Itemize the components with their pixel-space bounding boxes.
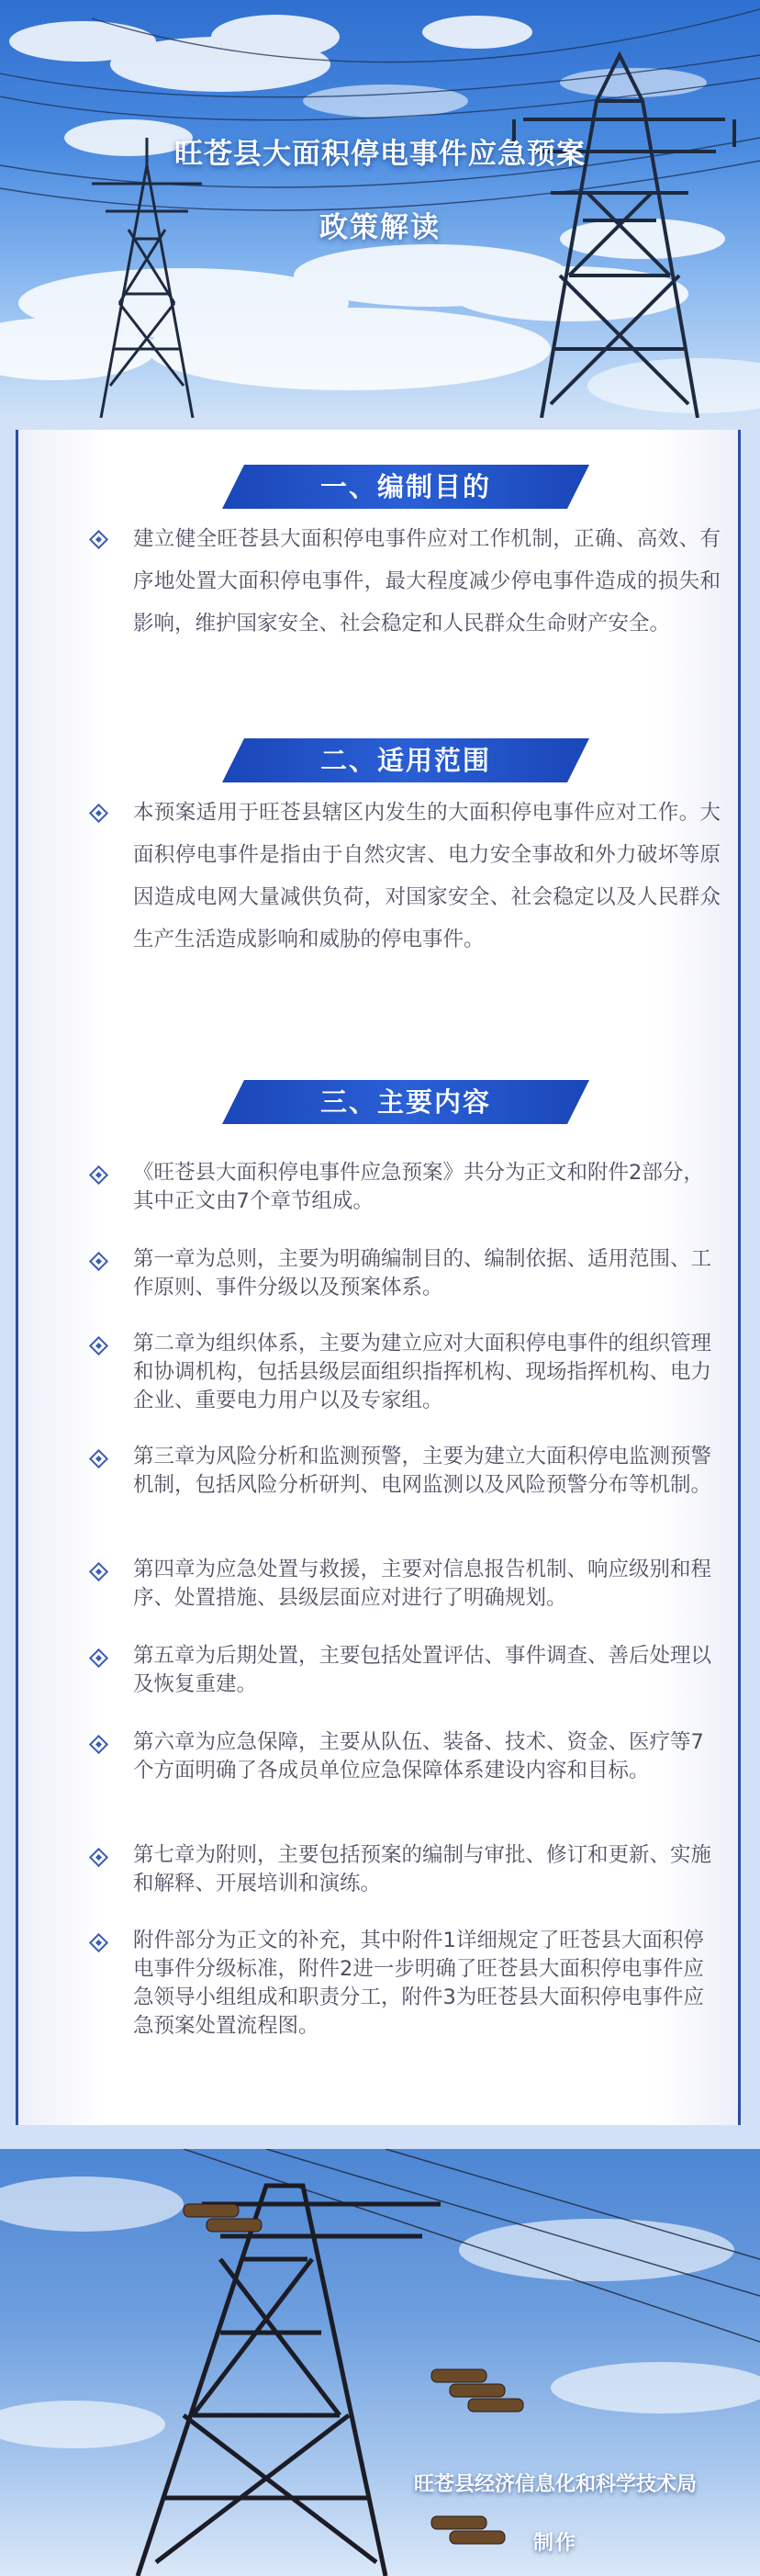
list-item: 第五章为后期处置，主要包括处置评估、事件调查、善后处理以及恢复重建。 xyxy=(133,1644,712,1696)
diamond-bullet-icon xyxy=(89,1648,108,1668)
page-title: 旺苍县大面积停电事件应急预案 xyxy=(174,138,586,171)
section-paragraph-scope: 本预案适用于旺苍县辖区内发生的大面积停电事件应对工作。大面积停电事件是指由于自然灾害、电力安全事故和外力破坏等原因造成电网大量减供负荷，对国家安全、社会稳定以及人民群众生产生活造成影响和威胁的停电事件。 xyxy=(133,801,721,951)
header-banner xyxy=(0,0,760,418)
diamond-bullet-icon xyxy=(89,1933,108,1952)
list-item: 附件部分为正文的补充，其中附件1详细规定了旺苍县大面积停电事件分级标准，附件2进一步明确了旺苍县大面积停电事件应急领导小组组成和职责分工，附件3为旺苍县大面积停电事件应急预案处置流程图。 xyxy=(133,1929,704,2038)
diamond-bullet-icon xyxy=(89,1735,108,1754)
section-heading-purpose: 一、编制目的 xyxy=(222,465,589,509)
list-item: 第二章为组织体系，主要为建立应对大面积停电事件的组织管理和协调机构，包括县级层面组织指挥机构、现场指挥机构、电力企业、重要电力用户以及专家组。 xyxy=(133,1332,712,1412)
list-item: 第三章为风险分析和监测预警，主要为建立大面积停电监测预警机制，包括风险分析研判、电网监测以及风险预警分布等机制。 xyxy=(133,1445,712,1497)
list-item: 第四章为应急处置与救援，主要对信息报告机制、响应级别和程序、处置措施、县级层面应对进行了明确规划。 xyxy=(133,1558,712,1610)
diamond-bullet-icon xyxy=(89,1562,108,1581)
diamond-bullet-icon xyxy=(89,804,108,823)
list-item: 《旺苍县大面积停电事件应急预案》共分为正文和附件2部分，其中正文由7个章节组成。 xyxy=(133,1161,704,1213)
list-item: 第一章为总则，主要为明确编制目的、编制依据、适用范围、工作原则、事件分级以及预案体系。 xyxy=(133,1247,712,1299)
section-heading-scope: 二、适用范围 xyxy=(222,738,589,782)
section-heading-content: 三、主要内容 xyxy=(222,1080,589,1124)
content-card xyxy=(16,430,741,2125)
list-item: 第七章为附则，主要包括预案的编制与审批、修订和更新、实施和解释、开展培训和演练。 xyxy=(133,1843,712,1895)
diamond-bullet-icon xyxy=(89,530,108,549)
diamond-bullet-icon xyxy=(89,1449,108,1468)
diamond-bullet-icon xyxy=(89,1252,108,1271)
made-by-label: 制作 xyxy=(532,2532,577,2555)
section-paragraph-purpose: 建立健全旺苍县大面积停电事件应对工作机制，正确、高效、有序地处置大面积停电事件，最大程度减少停电事件造成的损失和影响，维护国家安全、社会稳定和人民群众生命财产安全。 xyxy=(133,527,721,636)
diamond-bullet-icon xyxy=(89,1336,108,1355)
diamond-bullet-icon xyxy=(89,1165,108,1185)
publisher-organization: 旺苍县经济信息化和科学技术局 xyxy=(413,2473,697,2496)
list-item: 第六章为应急保障，主要从队伍、装备、技术、资金、医疗等7个方面明确了各成员单位应急保障体系建设内容和目标。 xyxy=(133,1730,704,1783)
diamond-bullet-icon xyxy=(89,1848,108,1867)
transmission-tower-illustration xyxy=(0,2149,760,2576)
footer-banner xyxy=(0,2149,760,2576)
page-subtitle: 政策解读 xyxy=(319,211,441,244)
